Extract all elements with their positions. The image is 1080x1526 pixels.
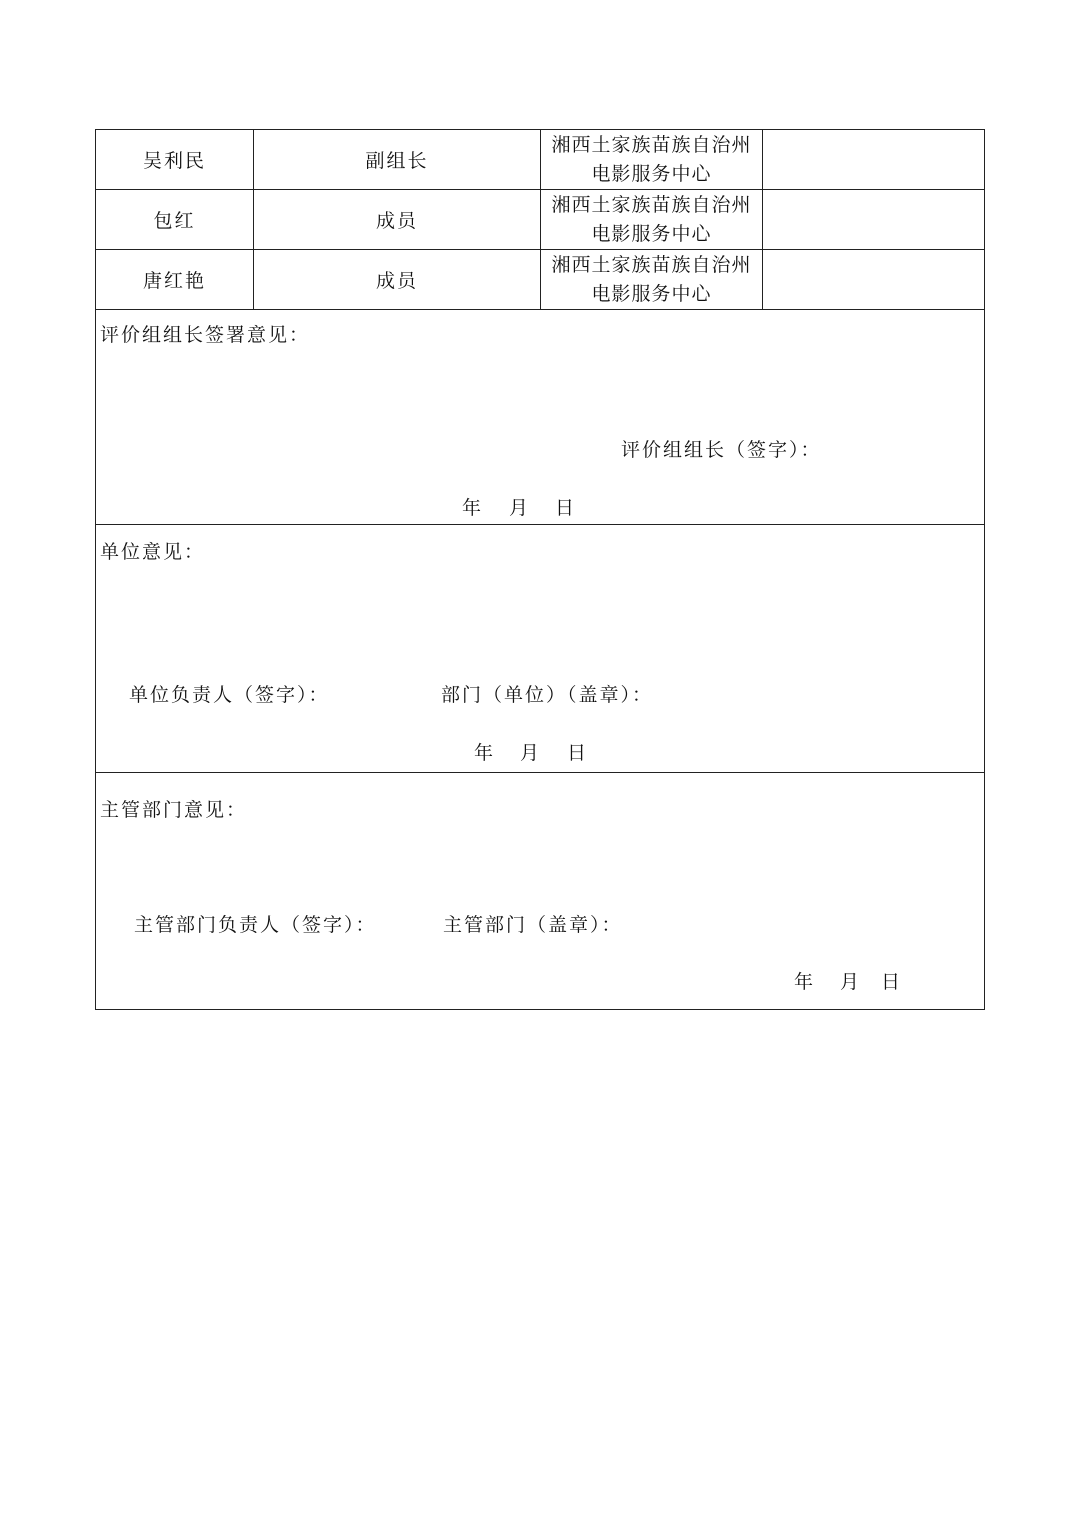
unit-opinion-section[interactable] — [96, 525, 984, 773]
evaluation-form-table — [95, 129, 985, 1010]
member-org-line1: 湘西土家族苗族自治州 — [551, 193, 752, 216]
unit-date-day: 日 — [567, 742, 589, 764]
leader-date-year: 年 — [462, 497, 484, 519]
member-org — [541, 250, 763, 309]
authority-date-day: 日 — [881, 971, 903, 993]
authority-date-year: 年 — [794, 971, 816, 993]
member-name: 包红 — [96, 190, 254, 249]
leader-date-day: 日 — [555, 497, 577, 519]
member-signature-cell[interactable] — [763, 250, 984, 309]
member-role: 副组长 — [254, 130, 541, 189]
member-name: 吴利民 — [96, 130, 254, 189]
leader-opinion-label: 评价组组长签署意见： — [100, 324, 311, 346]
table-row — [96, 250, 984, 310]
unit-opinion-label: 单位意见： — [100, 541, 206, 563]
leader-sign-label: 评价组组长（签字）： — [621, 439, 822, 461]
member-signature-cell[interactable] — [763, 130, 984, 189]
member-org-line2: 电影服务中心 — [591, 222, 712, 245]
unit-responsible-label: 单位负责人（签字）： — [129, 684, 330, 706]
authority-opinion-label: 主管部门意见： — [100, 799, 248, 821]
member-org — [541, 190, 763, 249]
authority-responsible-label: 主管部门负责人（签字）： — [134, 914, 377, 936]
member-role: 成员 — [254, 250, 541, 309]
authority-opinion-section[interactable] — [96, 773, 984, 1009]
unit-date-year: 年 — [474, 742, 496, 764]
table-row — [96, 130, 984, 190]
member-signature-cell[interactable] — [763, 190, 984, 249]
member-org-line1: 湘西土家族苗族自治州 — [551, 133, 752, 156]
unit-date-month: 月 — [520, 742, 542, 764]
member-role: 成员 — [254, 190, 541, 249]
member-org-line2: 电影服务中心 — [591, 282, 712, 305]
table-row — [96, 190, 984, 250]
leader-opinion-section[interactable] — [96, 310, 984, 525]
member-name: 唐红艳 — [96, 250, 254, 309]
leader-date-month: 月 — [509, 497, 531, 519]
member-org — [541, 130, 763, 189]
member-org-line1: 湘西土家族苗族自治州 — [551, 253, 752, 276]
authority-stamp-label: 主管部门（盖章）： — [443, 914, 623, 936]
member-org-line2: 电影服务中心 — [591, 162, 712, 185]
unit-stamp-label: 部门（单位）（盖章）： — [441, 684, 654, 706]
authority-date-month: 月 — [840, 971, 862, 993]
